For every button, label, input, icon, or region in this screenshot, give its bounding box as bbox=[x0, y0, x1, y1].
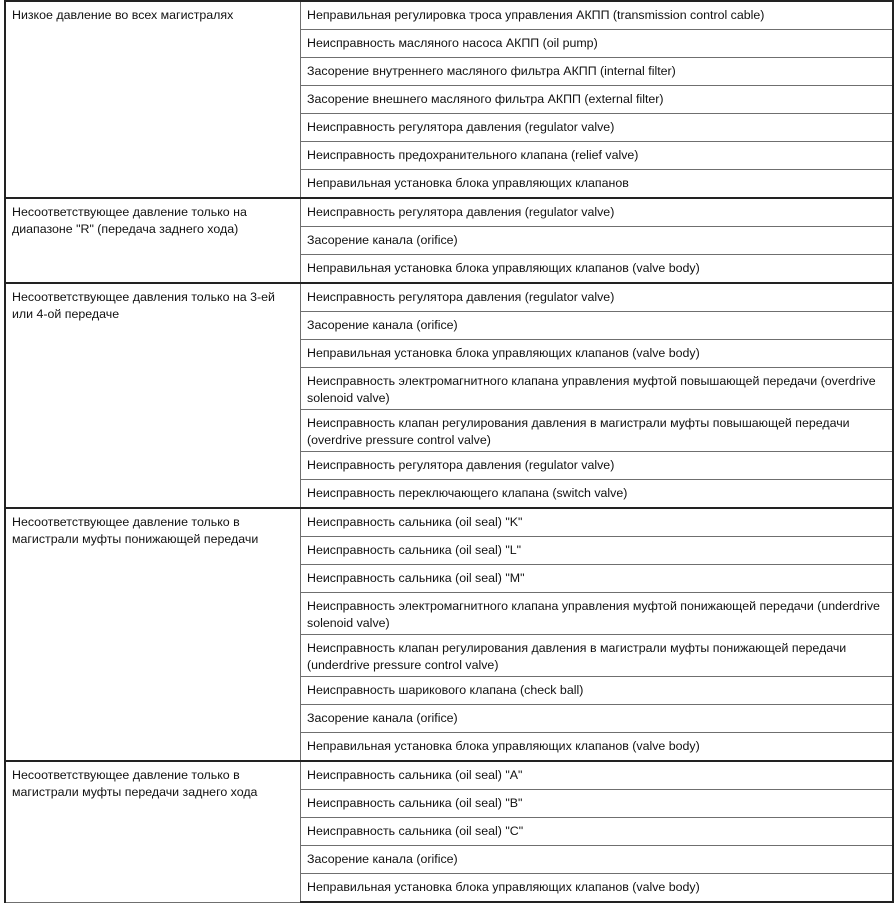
cause-cell: Неисправность электромагнитного клапана управления муфтой понижающей передачи (underdrive solenoid valve) bbox=[301, 593, 894, 635]
cause-cell: Неисправность переключающего клапана (switch valve) bbox=[301, 480, 894, 509]
cause-cell: Неисправность клапан регулирования давления в магистрали муфты понижающей передачи (underdrive pressure control valve) bbox=[301, 635, 894, 677]
cause-cell: Неисправность сальника (oil seal) "L" bbox=[301, 537, 894, 565]
table-row bbox=[5, 198, 893, 227]
table-row bbox=[5, 283, 893, 312]
cause-cell: Неисправность масляного насоса АКПП (oil pump) bbox=[301, 30, 894, 58]
symptom-cell: Несоответствующее давление только на диапазоне "R" (передача заднего хода) bbox=[5, 198, 301, 283]
cause-cell: Неисправность сальника (oil seal) "M" bbox=[301, 565, 894, 593]
table-row bbox=[5, 761, 893, 790]
symptom-cell: Несоответствующее давление только в магистрали муфты передачи заднего хода bbox=[5, 761, 301, 902]
cause-cell: Засорение канала (orifice) bbox=[301, 705, 894, 733]
cause-cell: Неправильная установка блока управляющих клапанов (valve body) bbox=[301, 340, 894, 368]
table-row bbox=[5, 1, 893, 30]
cause-cell: Неисправность регулятора давления (regulator valve) bbox=[301, 114, 894, 142]
cause-cell: Неправильная регулировка троса управления АКПП (transmission control cable) bbox=[301, 1, 894, 30]
symptom-cell: Несоответствующее давление только в магистрали муфты понижающей передачи bbox=[5, 508, 301, 761]
cause-cell: Засорение канала (orifice) bbox=[301, 227, 894, 255]
cause-cell: Неправильная установка блока управляющих клапанов (valve body) bbox=[301, 255, 894, 284]
cause-cell: Неисправность клапан регулирования давления в магистрали муфты повышающей передачи (overdrive pressure control valve) bbox=[301, 410, 894, 452]
cause-cell: Неисправность сальника (oil seal) "C" bbox=[301, 818, 894, 846]
cause-cell: Засорение внутреннего масляного фильтра АКПП (internal filter) bbox=[301, 58, 894, 86]
symptom-cell: Низкое давление во всех магистралях bbox=[5, 1, 301, 198]
cause-cell: Неисправность регулятора давления (regulator valve) bbox=[301, 283, 894, 312]
cause-cell: Засорение канала (orifice) bbox=[301, 312, 894, 340]
cause-cell: Неправильная установка блока управляющих клапанов (valve body) bbox=[301, 733, 894, 762]
symptom-cell: Несоответствующее давления только на 3-ей или 4-ой передаче bbox=[5, 283, 301, 508]
cause-cell: Неправильная установка блока управляющих клапанов (valve body) bbox=[301, 874, 894, 903]
cause-cell: Неисправность сальника (oil seal) "A" bbox=[301, 761, 894, 790]
table-row bbox=[5, 508, 893, 537]
cause-cell: Неисправность регулятора давления (regulator valve) bbox=[301, 198, 894, 227]
cause-cell: Неисправность сальника (oil seal) "B" bbox=[301, 790, 894, 818]
cause-cell: Неисправность предохранительного клапана (relief valve) bbox=[301, 142, 894, 170]
cause-cell: Неисправность шарикового клапана (check ball) bbox=[301, 677, 894, 705]
cause-cell: Неисправность сальника (oil seal) "K" bbox=[301, 508, 894, 537]
diagnostic-table bbox=[4, 0, 894, 903]
cause-cell: Засорение канала (orifice) bbox=[301, 846, 894, 874]
cause-cell: Засорение внешнего масляного фильтра АКПП (external filter) bbox=[301, 86, 894, 114]
cause-cell: Неисправность электромагнитного клапана управления муфтой повышающей передачи (overdrive solenoid valve) bbox=[301, 368, 894, 410]
cause-cell: Неправильная установка блока управляющих клапанов bbox=[301, 170, 894, 199]
cause-cell: Неисправность регулятора давления (regulator valve) bbox=[301, 452, 894, 480]
